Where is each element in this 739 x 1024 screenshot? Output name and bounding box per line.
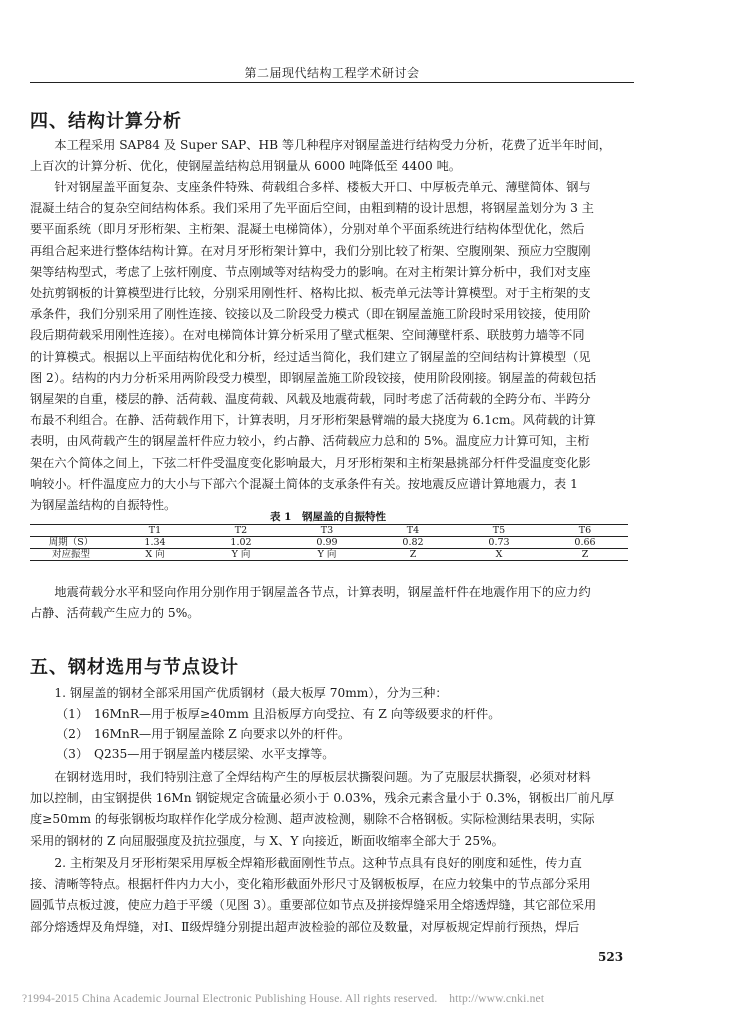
- table-cell: Z: [370, 549, 456, 561]
- table-cell: 0.99: [284, 537, 370, 549]
- text-line: 本工程采用 SAP84 及 Super SAP、HB 等几种程序对钢屋盖进行结构受力分析，花费了近半年时间，: [54, 138, 611, 152]
- text-line: 地震荷载分水平和竖向作用分别作用于钢屋盖各节点，计算表明，钢屋盖杆件在地震作用下的应力约: [54, 585, 591, 599]
- table-cell: Y 向: [284, 549, 370, 561]
- section-5-title: 五、钢材选用与节点设计: [30, 657, 239, 678]
- text-line: 在钢材选用时，我们特别注意了全焊结构产生的厚板层状撕裂问题。为了克服层状撕裂，必须对材料: [54, 770, 591, 784]
- section-5-paragraph-1: [30, 683, 626, 704]
- table-cell: 0.73: [456, 537, 542, 549]
- text-line: 的计算模式。根据以上平面结构优化和分析，经过适当简化，我们建立了钢屋盖的空间结构计算模型（见: [30, 349, 591, 364]
- text-line: 承条件，我们分别采用了刚性连接、铰接以及二阶段受力模式（即在钢屋盖施工阶段时采用铰接，使用阶: [30, 307, 591, 322]
- text-line: 圆弧节点板过渡，使应力趋于平缓（见图 3）。重要部位如节点及拼接焊缝采用全熔透焊缝，其它部位采用: [30, 898, 597, 913]
- table-row: [30, 549, 628, 561]
- header-rule: [30, 82, 634, 83]
- section-5-paragraph-3: [30, 853, 626, 938]
- table-header-cell: T5: [456, 525, 542, 537]
- text-line: 段后期荷载采用刚性连接）。在对电梯筒体计算分析采用了壁式框架、空间薄壁杆系、联肢剪力墙等不同: [30, 328, 585, 343]
- text-line: 要平面系统（即月牙形桁架、主桁架、混凝土电梯筒体），分别对单个平面系统进行结构体型优化，然后: [30, 222, 585, 237]
- section-4-title: 四、结构计算分析: [30, 111, 182, 132]
- table-cell: 1.34: [112, 537, 198, 549]
- list-item-number: （2）: [56, 727, 89, 741]
- table-cell: 0.82: [370, 537, 456, 549]
- table-caption: 表 1 钢屋盖的自振特性: [270, 511, 386, 523]
- text-line: 接、清晰等特点。根据杆件内力大小，变化箱形截面外形尺寸及钢板板厚，在应力较集中的节点部分采用: [30, 877, 591, 892]
- text-line: 1. 钢屋盖的钢材全部采用国产优质钢材（最大板厚 70mm），分为三种：: [54, 686, 448, 700]
- table-row: [30, 537, 628, 549]
- table-row-label: 对应振型: [30, 549, 112, 561]
- text-line: 针对钢屋盖平面复杂、支座条件特殊、荷载组合多样、楼板大开口、中厚板壳单元、薄壁简体、钢与: [54, 180, 591, 194]
- text-line: 加以控制，由宝钢提供 16Mn 钢锭规定含硫量必须小于 0.03%，残余元素含量小于 0.3%，钢板出厂前凡厚: [30, 791, 615, 806]
- text-line: 部分熔透焊及角焊缝，对Ⅰ、Ⅱ级焊缝分别提出超声波检验的部位及数量，对厚板规定焊前行预热，焊后: [30, 919, 580, 934]
- table-header-row: [30, 525, 628, 537]
- text-line: 处抗剪钢板的计算模型进行比较，分别采用刚性杆、格构比拟、板壳单元法等计算模型。对于主桁架的支: [30, 286, 591, 301]
- text-line: 架在六个简体之间上，下弦二杆件受温度变化影响最大，月牙形桁架和主桁架悬挑部分杆件受温度变化影: [30, 455, 591, 470]
- table-cell: X: [456, 549, 542, 561]
- text-line: 响较小。杆件温度应力的大小与下部六个混凝土简体的支承条件有关。按地震反应谱计算地震力，表 1: [30, 476, 578, 491]
- list-item-text: 16MnR—用于钢屋盖除 Z 向要求以外的杆件。: [94, 727, 351, 741]
- table-header-cell: T1: [112, 525, 198, 537]
- section-4-paragraph-2: [30, 177, 626, 516]
- section-4-paragraph-1: [30, 135, 626, 177]
- section-4-paragraph-3: [30, 582, 626, 624]
- section-5-paragraph-2: [30, 767, 626, 852]
- table-cell: 0.66: [542, 537, 628, 549]
- table-header-cell: T2: [198, 525, 284, 537]
- list-item-number: （1）: [56, 707, 89, 721]
- text-line: 钢屋架的自重，楼层的静、活荷载、温度荷载、风载及地震荷载，同时考虑了活荷载的全跨分布、半跨分: [30, 392, 591, 407]
- table-header-cell: T4: [370, 525, 456, 537]
- page-number: 523: [598, 950, 624, 964]
- text-line: 为钢屋盖结构的自振特性。: [30, 498, 177, 513]
- list-item-number: （3）: [56, 747, 89, 761]
- list-item-text: 16MnR—用于板厚≥40mm 且沿板厚方向受拉、有 Z 向等级要求的杆件。: [94, 707, 501, 721]
- text-line: 表明，由风荷载产生的钢屋盖杆件应力较小，约占静、活荷载应力总和的 5%。温度应力计算可知，主桁: [30, 434, 590, 449]
- table-row-label: 周期（S）: [30, 537, 112, 549]
- list-item-text: Q235—用于钢屋盖内楼层梁、水平支撑等。: [94, 747, 335, 761]
- running-header: 第二届现代结构工程学术研讨会: [244, 66, 420, 80]
- text-line: 采用的钢材的 Z 向屈服强度及抗拉强度，与 X、Y 向接近，断面收缩率全部大于 25%。: [30, 833, 504, 848]
- text-line: 架等结构型式，考虑了上弦杆刚度、节点刚域等对结构受力的影响。在对主桁架计算分析中，我们对支座: [30, 264, 591, 279]
- text-line: 混凝土结合的复杂空间结构体系。我们采用了先平面后空间，由粗到精的设计思想，将钢屋盖划分为 3 主: [30, 201, 594, 216]
- natural-vibration-table: [30, 524, 628, 561]
- list-item: [56, 744, 334, 764]
- text-line: 占静、活荷载产生应力的 5%。: [30, 606, 200, 621]
- text-line: 上百次的计算分析、优化，使钢屋盖结构总用钢量从 6000 吨降低至 4400 吨。: [30, 159, 461, 174]
- list-item: [56, 724, 350, 744]
- text-line: 布最不利组合。在静、活荷载作用下，计算表明，月牙形桁架悬臂端的最大挠度为 6.1cm。风荷载的计算: [30, 413, 596, 428]
- copyright-footer: ?1994-2015 China Academic Journal Electronic Publishing House. All rights reserved. http://www.cnki.net: [22, 993, 545, 1005]
- table-cell: X 向: [112, 549, 198, 561]
- table-cell: Y 向: [198, 549, 284, 561]
- text-line: 再组合起来进行整体结构计算。在对月牙形桁架计算中，我们分别比较了桁架、空腹刚架、预应力空腹刚: [30, 243, 591, 258]
- list-item: [56, 704, 500, 724]
- table-cell: Z: [542, 549, 628, 561]
- table-header-cell: [30, 525, 112, 537]
- text-line: 2. 主桁架及月牙形桁架采用厚板全焊箱形截面刚性节点。这种节点具有良好的刚度和延性，传力直: [54, 856, 582, 870]
- table-cell: 1.02: [198, 537, 284, 549]
- text-line: 度≥50mm 的每张钢板均取样作化学成分检测、超声波检测，剔除不合格钢板。实际检测结果表明，实际: [30, 812, 595, 827]
- table-header-cell: T3: [284, 525, 370, 537]
- text-line: 图 2）。结构的内力分析采用两阶段受力模型，即钢屋盖施工阶段铰接，使用阶段刚接。钢屋盖的荷载包括: [30, 370, 597, 385]
- table-header-cell: T6: [542, 525, 628, 537]
